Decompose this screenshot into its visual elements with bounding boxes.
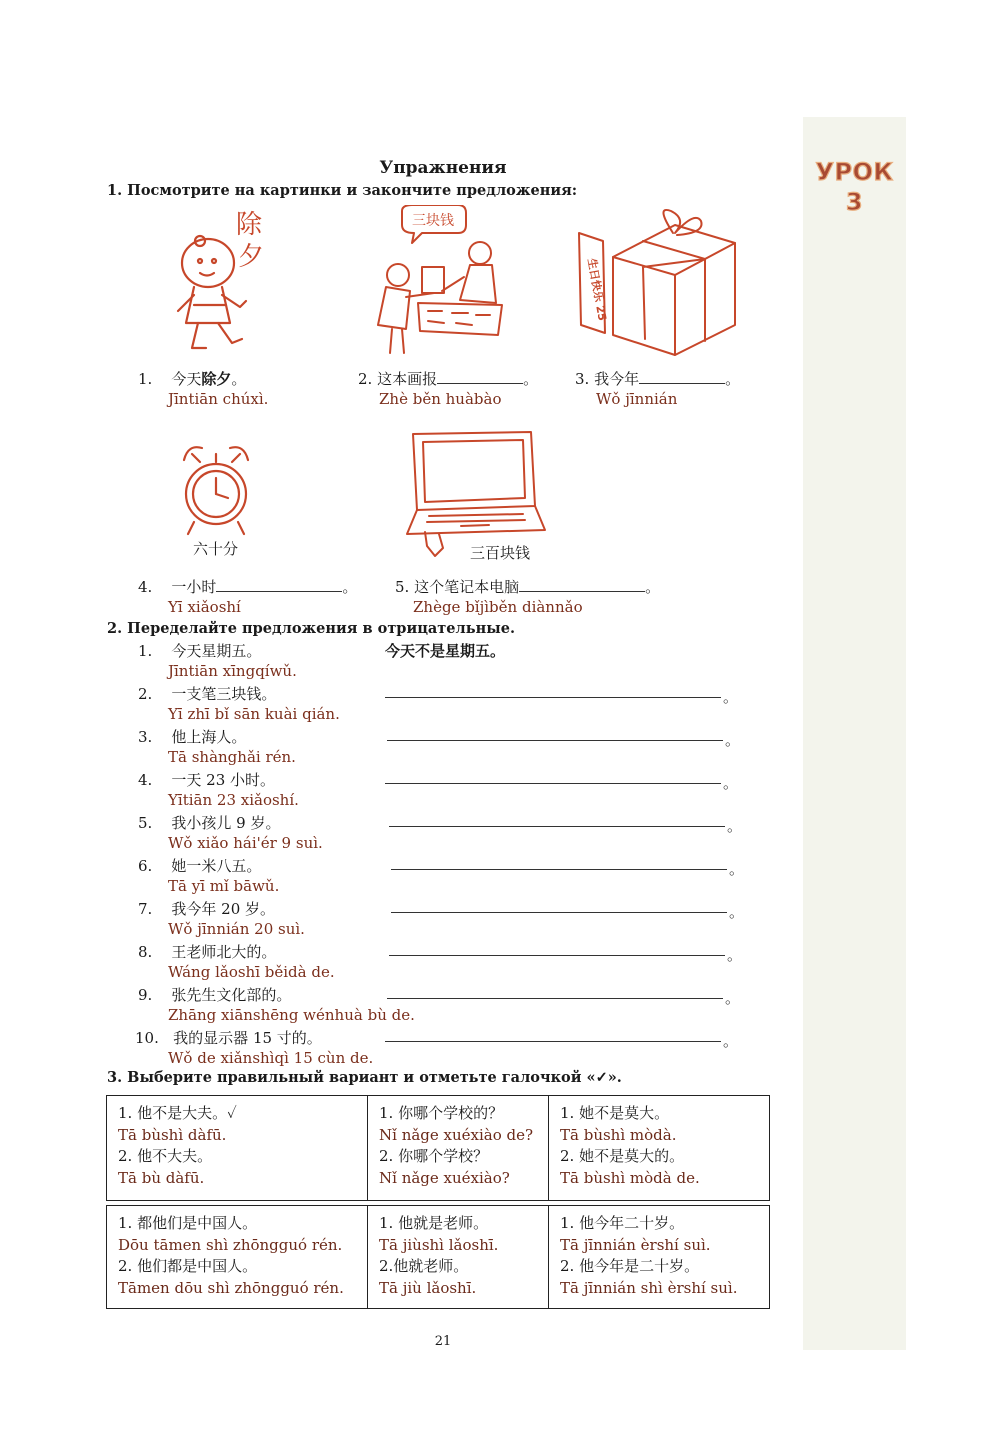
ex2-item7: 7. 我今年 20 岁。 xyxy=(138,900,276,918)
page-number: 21 xyxy=(434,1334,452,1349)
ex1-item2: 2. 这本画报 。 xyxy=(358,370,539,388)
blank-end-mark: 。 xyxy=(723,1032,739,1050)
pic4-caption: 六十分 xyxy=(193,540,239,558)
side-strip xyxy=(803,117,906,1350)
shopping-icon xyxy=(372,205,512,355)
blank-end-mark: 。 xyxy=(727,946,743,964)
exercise-1-heading: 1. Посмотрите на картинки и закончите предложения: xyxy=(107,182,578,199)
choice-table-1 xyxy=(106,1095,770,1201)
choice-cell: 1. 都他们是中国人。 Dōu tāmen shì zhōngguó rén. 2. 他们都是中国人。 Tāmen dōu shì zhōngguó rén. xyxy=(107,1206,368,1309)
ex2-item1: 1. 今天星期五。 xyxy=(138,642,262,660)
blank-end-mark: 。 xyxy=(725,989,741,1007)
ex1-item2-pinyin: Zhè běn huàbào xyxy=(379,390,502,408)
pic1-label1: 除 xyxy=(236,210,263,240)
ex1-item1: 1. 今天除夕。 xyxy=(138,370,247,388)
blank-end-mark: 。 xyxy=(725,731,741,749)
answer-blank xyxy=(391,912,727,913)
pic1-label2: 夕 xyxy=(238,242,265,272)
answer-blank xyxy=(385,1041,721,1042)
ex2-item9: 9. 张先生文化部的。 xyxy=(138,986,292,1004)
ex2-item10-pinyin: Wǒ de xiǎnshìqì 15 cùn de. xyxy=(168,1049,374,1067)
choice-cell: 1. 他不是大夫。✓ Tā bùshì dàfū. 2. 他不大夫。 Tā bù dàfū. xyxy=(107,1096,368,1201)
pic5-caption: 三百块钱 xyxy=(470,544,531,562)
choice-cell: 1. 你哪个学校的？ Nǐ nǎge xuéxiào de? 2. 你哪个学校？ Nǐ nǎge xuéxiào? xyxy=(368,1096,549,1201)
blank-end-mark: 。 xyxy=(729,860,745,878)
answer-blank xyxy=(385,783,721,784)
ex2-item5-pinyin: Wǒ xiǎo hái'ér 9 suì. xyxy=(168,834,323,852)
choice-cell: 1. 她不是莫大。 Tā bùshì mòdà. 2. 她不是莫大的。 Tā bùshì mòdà de. xyxy=(549,1096,770,1201)
ex1-item1-pinyin: Jīntiān chúxì. xyxy=(168,390,269,408)
ex2-item2: 2. 一支笔三块钱。 xyxy=(138,685,277,703)
blank-end-mark: 。 xyxy=(729,903,745,921)
choice-cell: 1. 他就是老师。 Tā jiùshì lǎoshī. 2.他就老师。 Tā jiù lǎoshī. xyxy=(368,1206,549,1309)
exercise-3-heading: 3. Выберите правильный вариант и отметьте галочкой «✓». xyxy=(107,1069,622,1086)
blank-end-mark: 。 xyxy=(727,817,743,835)
ex2-item3: 3. 他上海人。 xyxy=(138,728,247,746)
blank-end-mark: 。 xyxy=(723,774,739,792)
ex2-item6-pinyin: Tā yī mǐ bāwǔ. xyxy=(168,877,280,895)
ex2-item9-pinyin: Zhāng xiānshēng wénhuà bù de. xyxy=(168,1006,415,1024)
ex2-item3-pinyin: Tā shànghǎi rén. xyxy=(168,748,296,766)
ex2-item4-pinyin: Yītiān 23 xiǎoshí. xyxy=(168,791,299,809)
answer-blank xyxy=(387,998,723,999)
alarm-clock-icon xyxy=(178,440,254,540)
ex1-item3-pinyin: Wǒ jīnnián xyxy=(596,390,678,408)
answer-blank xyxy=(389,826,725,827)
ex2-item4: 4. 一天 23 小时。 xyxy=(138,771,276,789)
gift-box-icon xyxy=(575,205,740,360)
lesson-tab-word: УРОК xyxy=(815,158,894,186)
lesson-tab-number: 3 xyxy=(845,188,864,216)
ex1-item4: 4. 一小时 。 xyxy=(138,578,358,596)
ex1-item4-pinyin: Yī xiǎoshí xyxy=(168,598,241,616)
exercise-2-heading: 2. Переделайте предложения в отрицательные. xyxy=(107,620,515,637)
ex1-item5: 5. 这个笔记本电脑 。 xyxy=(395,578,661,596)
baby-icon xyxy=(170,203,280,358)
blank-end-mark: 。 xyxy=(723,688,739,706)
ex2-item8-pinyin: Wáng lǎoshī běidà de. xyxy=(168,963,335,981)
answer-blank xyxy=(391,869,727,870)
answer-blank xyxy=(385,697,721,698)
pic3-card: 生日快乐 25 xyxy=(585,257,609,322)
ex2-item2-pinyin: Yī zhī bǐ sān kuài qián. xyxy=(168,705,340,723)
answer-blank xyxy=(389,955,725,956)
ex1-item5-pinyin: Zhège bǐjìběn diànnǎo xyxy=(413,598,583,616)
ex1-item3: 3. 我今年 。 xyxy=(575,370,741,388)
choice-cell: 1. 他今年二十岁。 Tā jīnnián èrshí suì. 2. 他今年是二十岁。 Tā jīnnián shì èrshí suì. xyxy=(549,1206,770,1309)
ex2-item8: 8. 王老师北大的。 xyxy=(138,943,277,961)
ex2-item7-pinyin: Wǒ jīnnián 20 suì. xyxy=(168,920,305,938)
page-title: Упражнения xyxy=(379,158,507,178)
ex2-item1-pinyin: Jīntiān xīngqíwǔ. xyxy=(168,662,297,680)
pic2-bubble: 三块钱 xyxy=(412,213,454,229)
ex2-item6: 6. 她一米八五。 xyxy=(138,857,262,875)
answer-blank xyxy=(387,740,723,741)
ex2-item5: 5. 我小孩儿 9 岁。 xyxy=(138,814,281,832)
ex2-example-answer: 今天不是星期五。 xyxy=(385,642,506,660)
choice-table-2 xyxy=(106,1205,770,1309)
ex2-item10: 10. 我的显示器 15 寸的。 xyxy=(135,1029,322,1047)
